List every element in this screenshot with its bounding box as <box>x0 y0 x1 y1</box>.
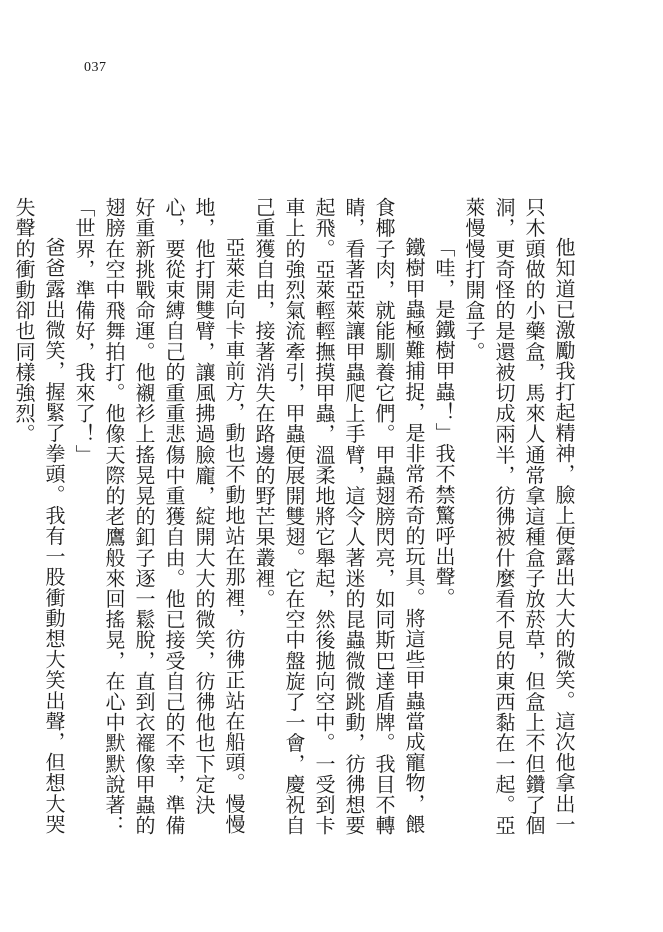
paragraph: 爸爸露出微笑，握緊了拳頭。我有一股衝動想大笑出聲，但想大哭失聲的衝動卻也同樣強烈。 <box>12 197 66 835</box>
paragraph: 鐵樹甲蟲極難捕捉，是非常希奇的玩具。將這些甲蟲當成寵物，餵食椰子肉，就能馴養它們。甲蟲翅膀閃亮，如同斯巴達盾牌。我目不轉睛，看著亞萊讓甲蟲爬上手臂，這令人著迷的昆蟲微微跳動，彷彿想要起飛。亞萊輕輕撫摸甲蟲，溫柔地將它舉起，然後拋向空中。一受到卡車上的強烈氣流牽引，甲蟲便展開雙翅。它在空中盤旋了一會，慶祝自己重獲自由，接著消失在路邊的野芒果叢裡。 <box>252 197 426 836</box>
paragraph: 「哇，是鐵樹甲蟲！」我不禁驚呼出聲。 <box>432 237 456 608</box>
paragraph: 亞萊走向卡車前方，動也不動地站在那裡，彷彿正站在船頭。慢慢地，他打開雙臂，讓風拂過臉龐，綻開大大的微笑，彷彿他也下定決心，要從束縛自己的重重悲傷中重獲自由。他已接受自己的不幸，準備好重新挑戰命運。他襯衫上搖晃晃的釦子逐一鬆脫，直到衣襬像甲蟲的翅膀在空中飛舞拍打。他像天際的老鷹般來回搖晃，在心中默默說著：「世界，準備好，我來了！」 <box>72 197 246 836</box>
paragraph: 他知道已激勵我打起精神，臉上便露出大大的微笑。這次他拿出一只木頭做的小藥盒，馬來人通常拿這種盒子放菸草，但盒上不但鑽了個洞，更奇怪的是還被切成兩半，彷彿被什麼看不見的東西黏在一起。亞萊慢慢打開盒子。 <box>462 197 576 836</box>
body-text <box>12 197 579 837</box>
page-number: 037 <box>84 60 107 75</box>
